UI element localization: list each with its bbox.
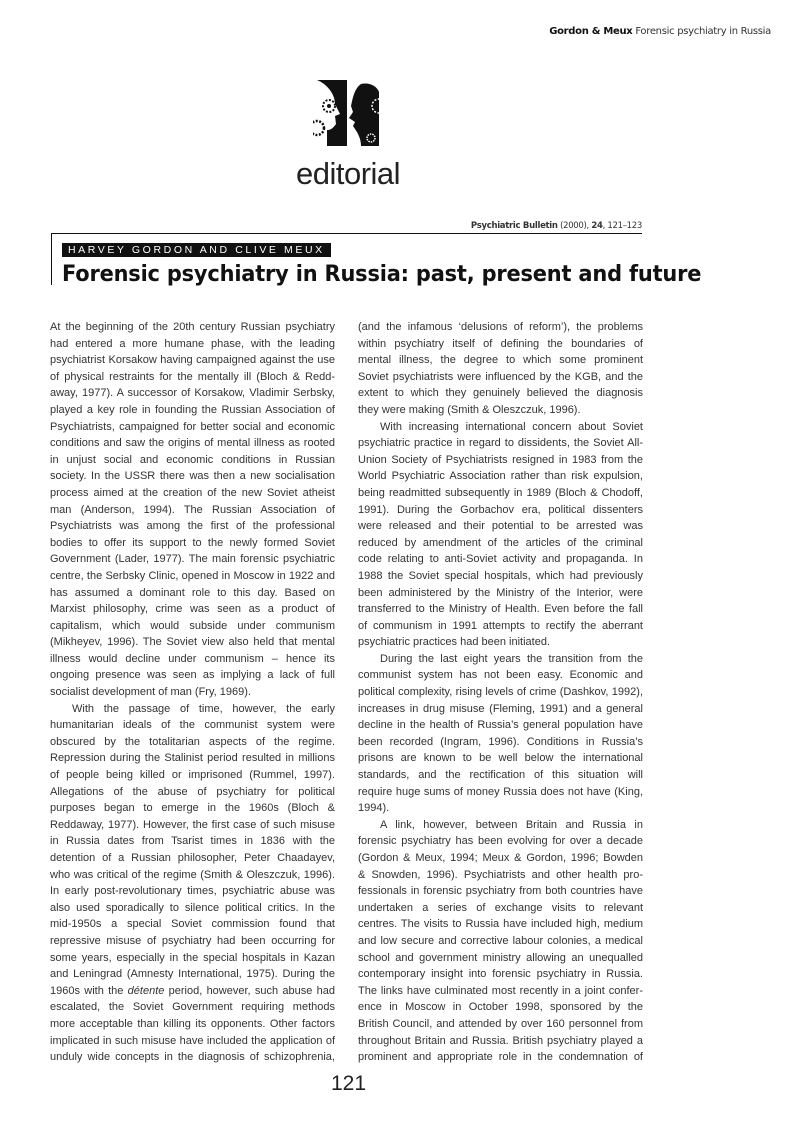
running-head-title: Forensic psychiatry in Russia xyxy=(635,26,771,37)
text-line: contemporary insight into forensic psychiatry in Russia. xyxy=(358,968,643,981)
text-line: school and government ministry allowing an unequalled xyxy=(358,951,643,964)
text-line: 1988 the Soviet special hospitals, which had previously xyxy=(358,569,643,582)
paragraph xyxy=(50,319,335,701)
text-line: Allegations of the abuse of psychiatry for political xyxy=(50,785,335,798)
text-line: they were making (Smith & Oleszczuk, 1996). xyxy=(358,403,581,416)
text-line: of communism in 1991 attempts to rectify the aberrant xyxy=(358,619,643,632)
text-line: more acceptable than killing its opponents. Other factors xyxy=(50,1017,335,1030)
text-line: were released and their potential to be arrested was xyxy=(358,520,643,533)
text-line: of people being killed or imprisoned (Rummel, 1997). xyxy=(50,769,335,782)
text-line: psychiatrist Korsakow having campaigned against the use xyxy=(50,354,335,367)
text-line: standards, and the rectification of this situation will xyxy=(358,769,643,782)
text-line: capitalism, which would subside under communism xyxy=(50,619,335,632)
text-line: At the beginning of the 20th century Russian psychiatry xyxy=(50,321,335,333)
text-line: man (Anderson, 1994). The Russian Association of xyxy=(50,503,335,516)
text-line: Reddaway, 1977). However, the first case of such misuse xyxy=(50,818,335,831)
header-rule xyxy=(51,233,642,234)
citation-pages: , 121–123 xyxy=(602,221,642,231)
text-line: escalated, the Soviet Government requiring methods xyxy=(50,1001,335,1014)
text-line: A link, however, between Britain and Russia in xyxy=(380,818,643,831)
text-line: communist system has not been easy. Economic and xyxy=(358,669,643,682)
text-line: unduly wide concepts in the diagnosis of schizophrenia, xyxy=(50,1051,335,1064)
paragraph xyxy=(358,419,643,651)
text-line: being readmitted subsequently in 1989 (Bloch & Chodoff, xyxy=(358,486,643,499)
text-line: within psychiatry itself of defining the boundaries of xyxy=(358,337,643,350)
text-line: undertaken a series of exchange visits to relevant xyxy=(358,901,643,914)
text-line: also used sporadically to silence political critics. In the xyxy=(50,901,335,914)
running-head xyxy=(549,26,771,37)
text-line: During the last eight years the transition from the xyxy=(380,652,643,665)
text-line: With increasing international concern about Soviet xyxy=(380,420,643,433)
text-line: some years, especially in the special hospitals in Kazan xyxy=(50,951,335,964)
text-line: socialist development of man (Fry, 1969). xyxy=(50,686,251,699)
text-line: Soviet psychiatrists were influenced by the KGB, and the xyxy=(358,370,643,383)
text-line: (Mikheyev, 1996). The Soviet view also held that mental xyxy=(50,636,335,649)
text-line: British Council, and attended by over 160 personnel from xyxy=(358,1017,643,1030)
text-line: With the passage of time, however, the early xyxy=(72,702,335,715)
text-line: repressive misuse of psychiatry had been occurring for xyxy=(50,934,335,947)
text-line: The links have culminated most recently in a joint confer- xyxy=(358,984,643,997)
text-line: obscured by the totalitarian aspects of the regime. xyxy=(50,735,335,748)
text-line: psychiatric practices had been initiated. xyxy=(358,636,550,649)
text-line: of physical restraints for the mentally ill (Bloch & Redd- xyxy=(50,370,335,383)
editorial-logo-icon xyxy=(313,80,381,146)
text-line: 1991). During the Gorbachov era, political dissenters xyxy=(358,503,643,516)
text-line: 1994). xyxy=(358,802,390,815)
authors-banner: HARVEY GORDON AND CLIVE MEUX xyxy=(62,243,331,257)
text-line: conditions and saw the origins of mental illness as rooted xyxy=(50,437,335,450)
text-line: Psychiatrists was among the first of the professional xyxy=(50,520,335,533)
text-line: Psychiatrists, campaigned for better social and economic xyxy=(50,420,335,433)
text-line: detention of a Russian philosopher, Peter Chaadayev, xyxy=(50,852,335,864)
page-number: 121 xyxy=(331,1072,367,1095)
body-column-left xyxy=(50,319,335,1066)
text-line: fessionals in forensic psychiatry from both countries have xyxy=(358,885,643,898)
text-line: require huge sums of money Russia does not have (King, xyxy=(358,785,643,798)
text-line: played a key role in founding the Russian Association of xyxy=(50,403,335,416)
text-line: process aimed at the creation of the new Soviet atheist xyxy=(50,486,335,499)
text-line: Union Society of Psychiatrists resigned in 1983 from the xyxy=(358,453,643,466)
text-line: World Psychiatric Association rather than risk expulsion, xyxy=(358,470,643,483)
running-head-authors: Gordon & Meux xyxy=(549,26,633,37)
text-line: away, 1977). A successor of Korsakow, Vladimir Serbsky, xyxy=(50,387,335,400)
text-line: centres. The visits to Russia have included high, medium xyxy=(358,918,643,931)
text-line: forensic psychiatry has been evolving for over a decade xyxy=(358,835,643,848)
paragraph xyxy=(358,817,643,1066)
citation-year: (2000), xyxy=(560,221,589,231)
header-rule-vertical xyxy=(51,233,52,285)
text-line: mental illness, the degree to which some prominent xyxy=(358,354,643,367)
text-line: who was critical of the regime (Smith & Oleszczuk, 1996). xyxy=(50,868,335,881)
text-line: political complexity, rising levels of crime (Dashkov, 1992), xyxy=(358,686,643,699)
text-line: illness would decline under communism – hence its xyxy=(50,652,335,665)
text-line: in unjust social and economic conditions in Russian xyxy=(50,453,335,466)
text-line: in Russia dates from Tsarist times in 1836 with the xyxy=(50,835,335,848)
text-line: Repression during the Stalinist period resulted in millions xyxy=(50,752,335,765)
text-line: psychiatric practice in regard to dissidents, the Soviet All- xyxy=(358,437,643,450)
text-line: Government (Lader, 1977). The main forensic psychiatric xyxy=(50,553,335,566)
article-title: Forensic psychiatry in Russia: past, present and future xyxy=(62,261,702,287)
text-line: mid-1950s a special Soviet commission found that xyxy=(50,918,335,931)
text-line: In early post-revolutionary times, psychiatric abuse was xyxy=(50,885,335,898)
text-line: purposes began to emerge in the 1960s (Bloch & xyxy=(50,802,335,815)
section-label: editorial xyxy=(296,156,401,191)
paragraph xyxy=(50,701,335,1066)
text-line: and Leningrad (Amnesty International, 1975). During the xyxy=(50,968,335,981)
text-line: been administered by the Ministry of the Interior, were xyxy=(358,586,643,599)
text-line: & Snowden, 1996). Psychiatrists and other health pro- xyxy=(358,868,643,881)
text-line: decline in the health of Russia’s general population have xyxy=(358,719,643,732)
citation xyxy=(471,221,642,231)
text-line: (Gordon & Meux, 1994; Meux & Gordon, 1996; Bowden xyxy=(358,852,643,864)
text-line: humanitarian ideals of the communist system were xyxy=(50,719,335,732)
text-line: transferred to the Ministry of Health. Even before the fall xyxy=(358,603,643,616)
text-line: ongoing presence was seen as implying a lack of full xyxy=(50,669,335,682)
text-line: extent to which they genuinely believed the diagnosis xyxy=(358,387,643,400)
text-line: implicated in such misuse have included the application of xyxy=(50,1034,335,1047)
text-line: 1960s with the détente period, however, such abuse had xyxy=(50,984,335,997)
paragraph xyxy=(358,651,643,817)
text-line: code relating to anti-Soviet activity and propaganda. In xyxy=(358,553,643,566)
text-line: ence in Moscow in October 1998, sponsored by the xyxy=(358,1001,643,1014)
text-line: reduced by amendment of the articles of the criminal xyxy=(358,536,643,549)
text-line: has assumed a dominant role to this day. Based on xyxy=(50,586,335,599)
text-line: increases in drug misuse (Fleming, 1991) and a general xyxy=(358,702,643,715)
body-column-right xyxy=(358,319,643,1066)
text-line: prominent and appropriate role in the condemnation of xyxy=(358,1051,643,1064)
text-line: bodies to offer its support to the newly formed Soviet xyxy=(50,536,335,549)
text-line: had entered a more humane phase, with the leading xyxy=(50,337,335,350)
text-line: throughout Britain and Russia. British psychiatry played a xyxy=(358,1034,643,1047)
citation-journal: Psychiatric Bulletin xyxy=(470,221,558,231)
text-line: (and the infamous ‘delusions of reform’), the problems xyxy=(358,321,643,333)
text-line: prisons are known to be well below the international xyxy=(358,752,643,765)
citation-volume: 24 xyxy=(591,221,603,231)
paragraph xyxy=(358,319,643,419)
text-line: been recorded (Ingram, 1996). Conditions in Russia’s xyxy=(358,735,643,748)
text-line: centre, the Serbsky Clinic, opened in Moscow in 1922 and xyxy=(50,569,335,582)
text-line: Marxist philosophy, crime was seen as a product of xyxy=(50,603,335,616)
text-line: society. In the USSR there was then a new socialisation xyxy=(50,470,335,483)
text-line: and low secure and corrective labour colonies, a medical xyxy=(358,934,643,947)
